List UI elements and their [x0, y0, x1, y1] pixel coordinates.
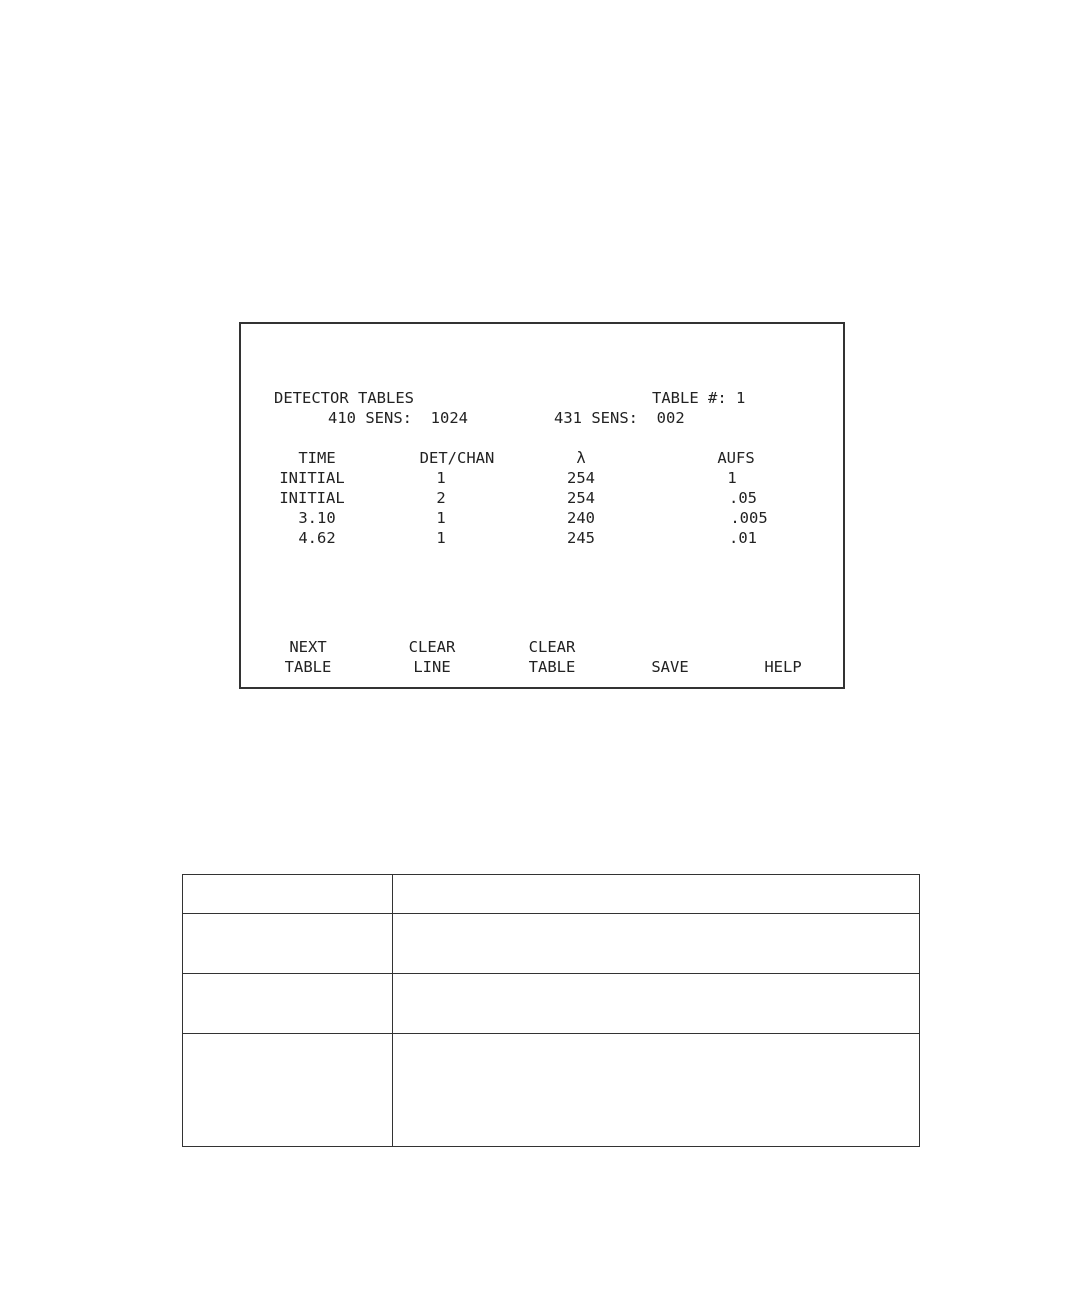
table-row-4-aufs[interactable]: .01 — [729, 529, 757, 547]
table-row-1-det-chan[interactable]: 1 — [436, 469, 446, 487]
screen-title: DETECTOR TABLES — [274, 389, 414, 407]
column-header-aufs: AUFS — [717, 449, 755, 467]
save-button-line-1 — [651, 637, 688, 657]
detector-410-sensitivity: 410 SENS: 1024 — [328, 409, 468, 427]
table-row-2-wavelength[interactable]: 254 — [567, 489, 595, 507]
table-row-2-time[interactable]: INITIAL — [279, 489, 345, 507]
detector-tables-screen — [239, 322, 845, 689]
help-button-line-2: HELP — [764, 658, 802, 676]
clear-line-button-line-1: CLEAR — [408, 638, 456, 656]
clear-table-button[interactable] — [529, 637, 576, 677]
detector-431-sensitivity: 431 SENS: 002 — [554, 409, 685, 427]
clear-table-button-line-1: CLEAR — [528, 638, 576, 656]
column-header-wavelength: λ — [576, 449, 586, 467]
column-header-det-chan: DET/CHAN — [419, 449, 495, 467]
table-row-divider — [183, 973, 919, 974]
table-row-3-aufs[interactable]: .005 — [730, 509, 768, 527]
table-row-3-wavelength[interactable]: 240 — [567, 509, 595, 527]
table-row-3-time[interactable]: 3.10 — [298, 509, 336, 527]
next-table-button-line-2: TABLE — [284, 658, 332, 676]
next-table-button[interactable] — [285, 637, 332, 677]
table-row-1-time[interactable]: INITIAL — [279, 469, 345, 487]
table-row-2-aufs[interactable]: .05 — [729, 489, 757, 507]
blank-description-table — [182, 874, 920, 1147]
table-row-2-det-chan[interactable]: 2 — [436, 489, 446, 507]
table-row-4-det-chan[interactable]: 1 — [436, 529, 446, 547]
clear-table-button-line-2: TABLE — [528, 658, 576, 676]
save-button-line-2: SAVE — [651, 658, 689, 676]
help-button[interactable] — [764, 637, 801, 677]
save-button[interactable] — [651, 637, 688, 677]
table-row-3-det-chan[interactable]: 1 — [436, 509, 446, 527]
table-number: TABLE #: 1 — [652, 389, 746, 407]
table-row-4-wavelength[interactable]: 245 — [567, 529, 595, 547]
column-header-time: TIME — [298, 449, 336, 467]
clear-line-button-line-2: LINE — [413, 658, 451, 676]
table-column-divider — [392, 875, 393, 1146]
next-table-button-line-1: NEXT — [289, 638, 327, 656]
table-row-divider — [183, 913, 919, 914]
clear-line-button[interactable] — [409, 637, 456, 677]
table-row-1-aufs[interactable]: 1 — [727, 469, 737, 487]
table-row-4-time[interactable]: 4.62 — [298, 529, 336, 547]
table-row-divider — [183, 1033, 919, 1034]
table-row-1-wavelength[interactable]: 254 — [567, 469, 595, 487]
help-button-line-1 — [764, 637, 801, 657]
